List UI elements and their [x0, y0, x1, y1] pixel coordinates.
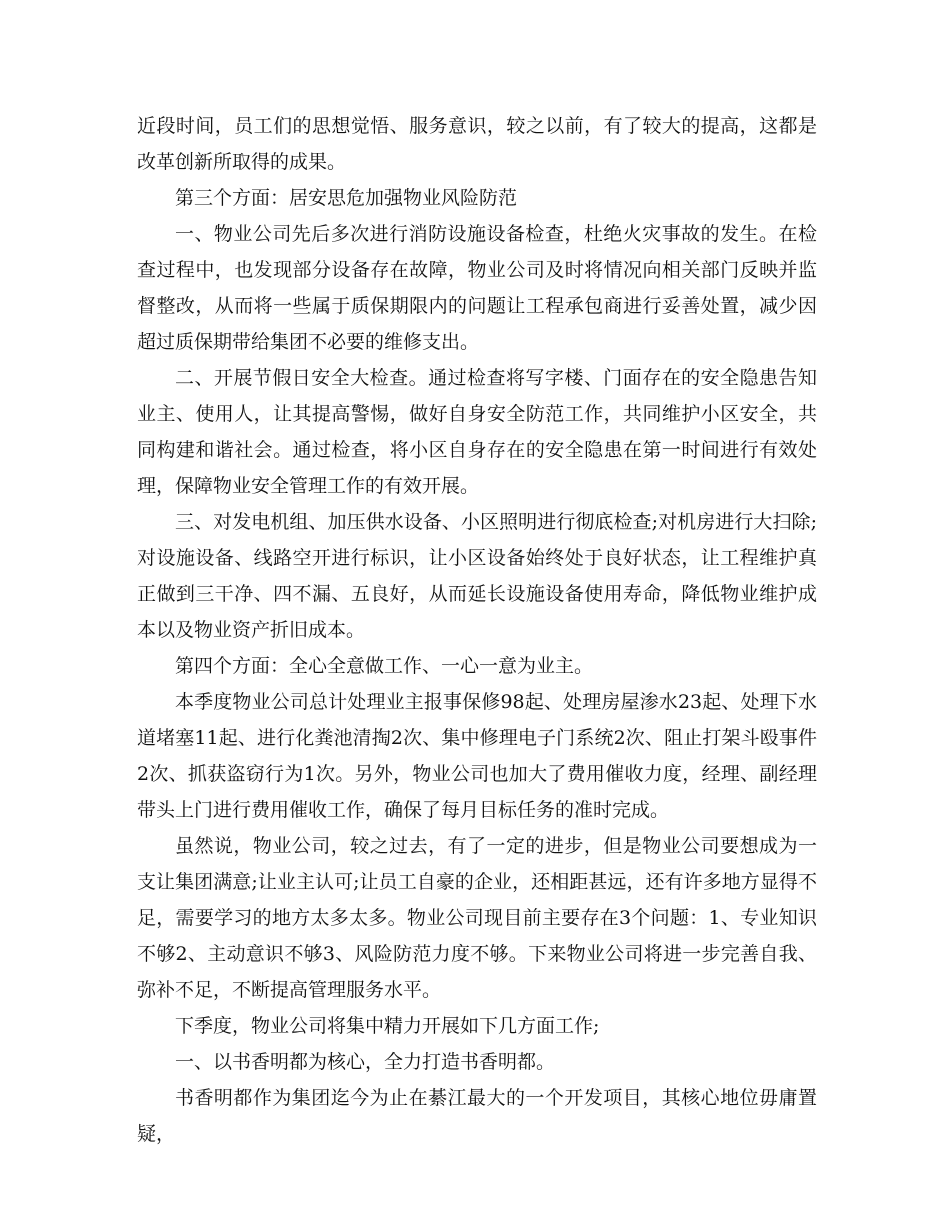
paragraph-holiday-safety: 二、开展节假日安全大检查。通过检查将写字楼、门面存在的安全隐患告知业主、使用人，让其提高警惕，做好自身安全防范工作，共同维护小区安全，共同构建和谐社会。通过检查，将小区自身存在的安全隐患在第一时间进行有效处理，保障物业安全管理工作的有效开展。 — [137, 367, 817, 497]
paragraph-quarter-statistics: 本季度物业公司总计处理业主报事保修98起、处理房屋渗水23起、处理下水道堵塞11起、进行化粪池清掏2次、集中修理电子门系统2次、阻止打架斗殴事件2次、抓获盗窃行为1次。另外，物业公司也加大了费用催收力度，经理、副经理带头上门进行费用催收工作，确保了每月目标任务的准时完成。 — [137, 691, 817, 821]
paragraph-equipment-check: 三、对发电机组、加压供水设备、小区照明进行彻底检查;对机房进行大扫除;对设施设备、线路空开进行标识，让小区设备始终处于良好状态，让工程维护真正做到三干净、四不漏、五良好，从而延长设施设备使用寿命，降低物业维护成本以及物业资产折旧成本。 — [137, 511, 817, 641]
document-body — [137, 108, 817, 1152]
paragraph-focus-project: 一、以书香明都为核心，全力打造书香明都。 — [175, 1051, 556, 1073]
paragraph-shortcomings: 虽然说，物业公司，较之过去，有了一定的进步，但是物业公司要想成为一支让集团满意;让业主认可;让员工自豪的企业，还相距甚远，还有许多地方显得不足，需要学习的地方太多太多。物业公司现目前主要存在3个问题：1、专业知识不够2、主动意识不够3、风险防范力度不够。下来物业公司将进一步完善自我、弥补不足，不断提高管理服务水平。 — [137, 835, 817, 1001]
paragraph-fire-inspection: 一、物业公司先后多次进行消防设施设备检查，杜绝火灾事故的发生。在检查过程中，也发现部分设备存在故障，物业公司及时将情况向相关部门反映并监督整改，从而将一些属于质保期限内的问题让工程承包商进行妥善处置，减少因超过质保期带给集团不必要的维修支出。 — [137, 223, 817, 353]
paragraph-next-quarter: 下季度，物业公司将集中精力开展如下几方面工作; — [175, 1015, 600, 1037]
paragraph-project-description: 书香明都作为集团迄今为止在綦江最大的一个开发项目，其核心地位毋庸置疑， — [137, 1087, 817, 1145]
paragraph-continuation: 近段时间，员工们的思想觉悟、服务意识，较之以前，有了较大的提高，这都是改革创新所取得的成果。 — [137, 115, 817, 173]
section-heading-three: 第三个方面：居安思危加强物业风险防范 — [175, 187, 518, 209]
section-heading-four: 第四个方面：全心全意做工作、一心一意为业主。 — [175, 655, 594, 677]
